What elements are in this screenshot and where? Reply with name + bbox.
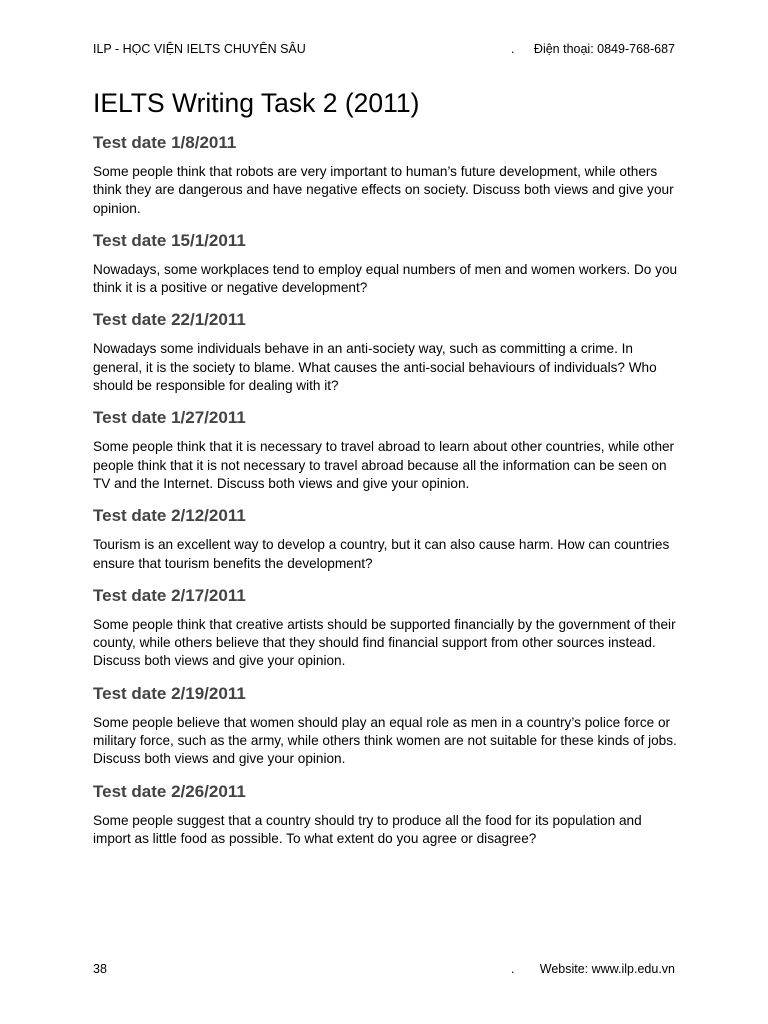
- entry-prompt: Some people think that it is necessary to travel abroad to learn about other countries, while other people think that it is not necessary to travel abroad because all the information can be seen on TV and the Internet. Discuss both views and give your opinion.: [93, 439, 675, 491]
- entry: [93, 505, 678, 573]
- entry: [93, 230, 678, 298]
- document-content: [93, 86, 678, 860]
- footer-separator: .: [511, 962, 515, 976]
- entry-prompt: Tourism is an excellent way to develop a country, but it can also cause harm. How can countries ensure that tourism benefits the development?: [93, 537, 670, 571]
- entry: [93, 585, 678, 671]
- entry-prompt: Nowadays, some workplaces tend to employ equal numbers of men and women workers. Do you think it is a positive or negative development?: [93, 261, 678, 296]
- entry: [93, 407, 678, 493]
- entry-prompt: Some people suggest that a country should try to produce all the food for its population and import as little food as possible. To what extent do you agree or disagree?: [93, 812, 642, 846]
- entry: [93, 309, 678, 395]
- entry: [93, 683, 678, 769]
- footer-website: Website: www.ilp.edu.vn: [539, 962, 675, 976]
- entry-prompt: Nowadays some individuals behave in an anti-society way, such as committing a crime. In general, it is the society to blame. What causes the anti-social behaviours of individuals? Who should be responsible for dealing with it?: [93, 341, 657, 394]
- header-phone: Điện thoại: 0849-768-687: [533, 42, 675, 56]
- entry-date: Test date 2/12/2011: [93, 506, 246, 526]
- entry-date: Test date 2/19/2011: [93, 683, 246, 703]
- entry-prompt: Some people think that robots are very important to human’s future development, while others think they are dangerous and have negative effects on society. Discuss both views and give your opinion.: [93, 164, 674, 216]
- page-number: 38: [93, 962, 107, 976]
- entry-date: Test date 1/27/2011: [93, 408, 246, 428]
- entry: [93, 132, 678, 218]
- page-header: [93, 42, 675, 60]
- page-footer: [93, 962, 675, 980]
- document-title: IELTS Writing Task 2 (2011): [93, 88, 420, 118]
- entry-date: Test date 15/1/2011: [93, 230, 246, 250]
- entry: [93, 781, 678, 849]
- entry-date: Test date 2/17/2011: [93, 585, 246, 605]
- entry-date: Test date 22/1/2011: [93, 310, 246, 330]
- entry-date: Test date 2/26/2011: [93, 781, 246, 801]
- entry-prompt: Some people believe that women should play an equal role as men in a country’s police force or military force, such as the army, while others think women are not suitable for these kinds of jobs. Discuss both views and give your opinion.: [93, 714, 677, 767]
- entry-date: Test date 1/8/2011: [93, 133, 237, 152]
- entry-prompt: Some people think that creative artists should be supported financially by the government of their county, while others believe that they should find financial support from other sources instead. Discuss both views and give your opinion.: [93, 616, 676, 669]
- header-separator: .: [511, 42, 515, 56]
- header-organization: ILP - HỌC VIỆN IELTS CHUYÊN SÂU: [93, 42, 306, 56]
